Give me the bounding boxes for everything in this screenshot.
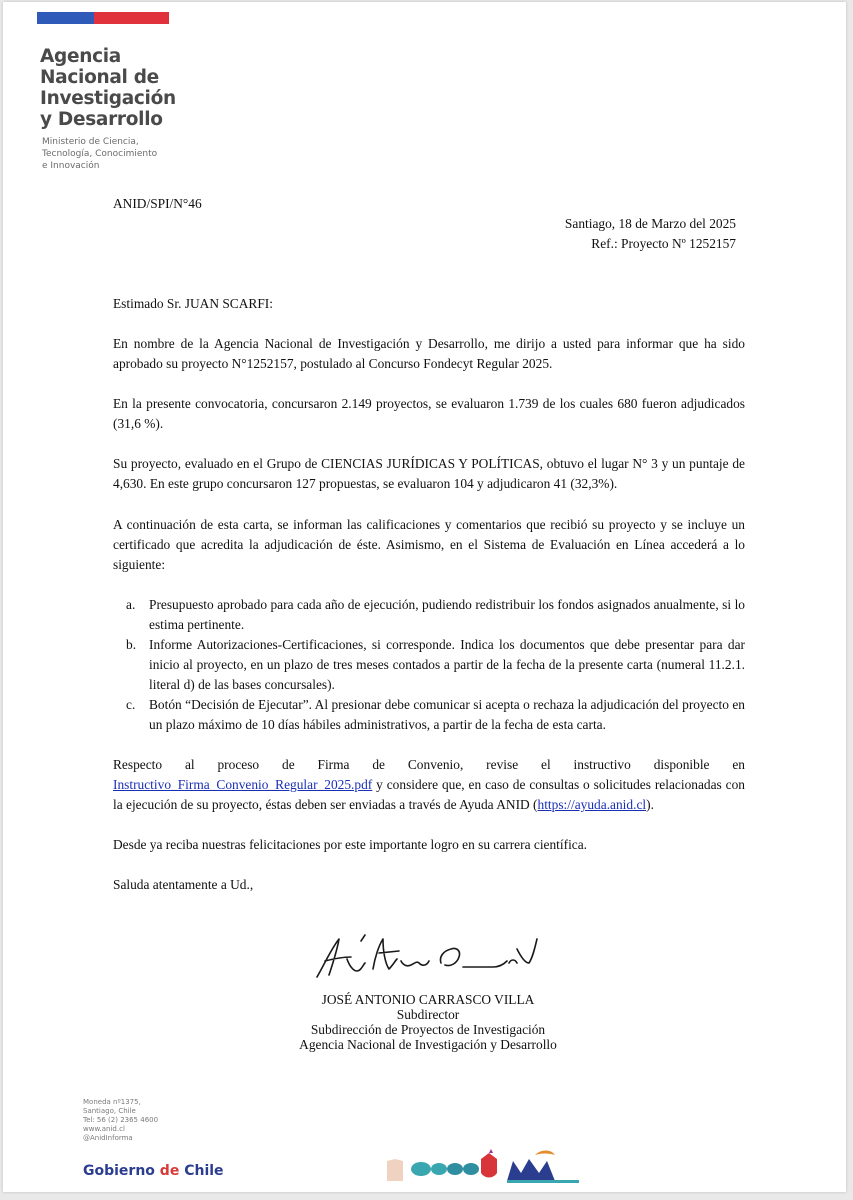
list-item: a. Presupuesto aprobado para cada año de ejecución, pudiendo redistribuir los fondos asignados anualmente, si lo estima pertinente.	[126, 597, 745, 632]
ministry-label: Ministerio de Ciencia, Tecnología, Conocimiento e Innovación	[42, 137, 158, 171]
signatory-division: Subdirección de Proyectos de Investigación	[310, 1022, 546, 1037]
paragraph-next-steps: A continuación de esta carta, se informan las calificaciones y comentarios que recibió su proyecto y se incluye un certificado que acredita la adjudicación de éste. Asimismo, en el Sistema de Evaluación en Línea accederá a lo siguiente:	[113, 517, 745, 572]
footer-address: Moneda nº1375, Santiago, Chile Tel: 56 (2) 2365 4600 www.anid.cl @AnidInforma	[83, 1098, 159, 1142]
letter-page	[3, 2, 846, 1192]
steps-list	[113, 595, 745, 735]
signatory-agency: Agencia Nacional de Investigación y Desarrollo	[299, 1037, 557, 1052]
paragraph-congratulations: Desde ya reciba nuestras felicitaciones por este importante logro en su carrera científica.	[113, 837, 588, 852]
signatory-title: Subdirector	[396, 1007, 460, 1022]
list-item: b. Informe Autorizaciones-Certificaciones, si corresponde. Indica los documentos que debe presentar para dar inicio al proyecto, en un plazo de tres meses contados a partir de la fecha de la presente carta (numeral 11.2.1. literal d) de las bases concursales).	[126, 637, 745, 692]
closing: Saluda atentamente a Ud.,	[113, 877, 254, 892]
decorative-footer-graphic	[385, 1147, 581, 1183]
greeting: Estimado Sr. JUAN SCARFI:	[113, 296, 273, 311]
gobierno-de-chile-logo: Gobierno de Chile	[83, 1163, 224, 1179]
ayuda-anid-link[interactable]: https://ayuda.anid.cl	[537, 797, 647, 812]
flag-color-bar	[37, 12, 169, 24]
project-reference: Ref.: Proyecto Nº 1252157	[591, 236, 736, 251]
instructivo-link[interactable]: Instructivo_Firma_Convenio_Regular_2025.pdf	[113, 777, 373, 792]
paragraph-statistics: En la presente convocatoria, concursaron 2.149 proyectos, se evaluaron 1.739 de los cuales 680 fueron adjudicados (31,6 %).	[113, 396, 745, 431]
signatory-name: JOSÉ ANTONIO CARRASCO VILLA	[321, 992, 535, 1007]
letter-ref-code: ANID/SPI/N°46	[113, 196, 202, 211]
agency-logo-text: Agencia Nacional de Investigación y Desarrollo	[40, 46, 176, 130]
date-block	[565, 214, 736, 254]
handwritten-signature	[303, 927, 543, 987]
paragraph-group-result: Su proyecto, evaluado en el Grupo de CIENCIAS JURÍDICAS Y POLÍTICAS, obtuvo el lugar N° 3 y un puntaje de 4,630. En este grupo concursaron 127 propuestas, se evaluaron 104 y adjudicaron 41 (32,3%).	[113, 456, 745, 491]
paragraph-approval: En nombre de la Agencia Nacional de Investigación y Desarrollo, me dirijo a usted para informar que ha sido aprobado su proyecto N°1252157, postulado al Concurso Fondecyt Regular 2025.	[113, 336, 745, 371]
letter-date: Santiago, 18 de Marzo del 2025	[564, 216, 736, 231]
paragraph-agreement: Respecto al proceso de Firma de Convenio, revise el instructivo disponible en Instructivo_Firma_Convenio_Regular_2025.pdf y considere que, en caso de consultas o solicitudes relacionadas con la ejecución de su proyecto, éstas deben ser enviadas a través de Ayuda ANID (https://ayuda.anid.cl).	[113, 757, 745, 812]
signature-block	[273, 992, 583, 1052]
list-item: c. Botón “Decisión de Ejecutar”. Al presionar debe comunicar si acepta o rechaza la adjudicación del proyecto en un plazo máximo de 10 días hábiles administrativos, a partir de la fecha de esta carta.	[126, 697, 745, 732]
